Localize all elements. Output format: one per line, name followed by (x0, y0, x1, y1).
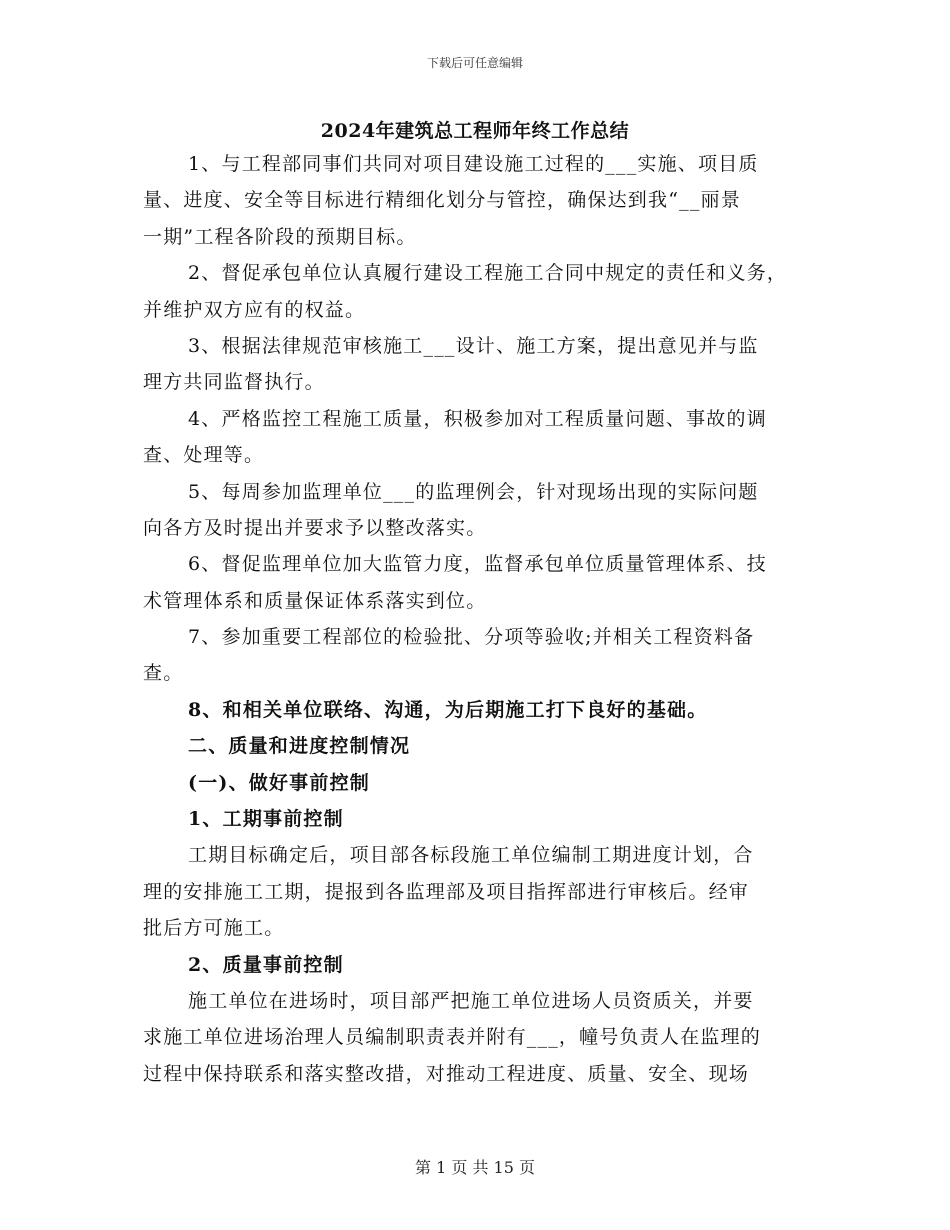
text-line: 1、工期事前控制 (188, 808, 344, 831)
text-line: 向各方及时提出并要求予以整改落实。 (143, 516, 487, 539)
text-line: 术管理体系和质量保证体系落实到位。 (143, 589, 487, 612)
text-line: 1、与工程部同事们共同对项目建设施工过程的___实施、项目质 (188, 153, 759, 175)
text-line: 批后方可施工。 (143, 917, 285, 940)
page-header-note: 下载后可任意编辑 (426, 56, 523, 70)
text-line: 3、根据法律规范审核施工___设计、施工方案，提出意见并与监 (188, 334, 759, 357)
text-line: 4、严格监控工程施工质量，积极参加对工程质量问题、事故的调 (188, 407, 767, 430)
text-line: 理的安排施工工期，提报到各监理部及项目指挥部进行审核后。经审 (143, 880, 750, 903)
text-line: 工期目标确定后，项目部各标段施工单位编制工期进度计划，合 (188, 844, 754, 867)
text-line: 施工单位在进场时，项目部严把施工单位进场人员资质关，并要 (188, 989, 754, 1012)
text-line: 量、进度、安全等目标进行精细化划分与管控，确保达到我“__丽景 (143, 189, 741, 212)
text-line: 查。 (143, 662, 184, 685)
text-line: 6、督促监理单位加大监管力度，监督承包单位质量管理体系、技 (188, 553, 767, 576)
text-line: 2、督促承包单位认真履行建设工程施工合同中规定的责任和义务， (188, 262, 788, 285)
text-line: 并维护双方应有的权益。 (143, 298, 366, 321)
text-line: 查、处理等。 (143, 444, 265, 467)
page-footer: 第 1 页 共 15 页 (415, 1158, 535, 1177)
text-line: 7、参加重要工程部位的检验批、分项等验收;并相关工程资料备 (188, 626, 755, 649)
document-title: 2024年建筑总工程师年终工作总结 (320, 120, 630, 142)
text-line: 2、质量事前控制 (188, 953, 344, 976)
text-line: (一)、做好事前控制 (188, 771, 370, 794)
text-line: 理方共同监督执行。 (143, 371, 325, 394)
text-line: 8、和相关单位联络、沟通，为后期施工打下良好的基础。 (188, 698, 708, 721)
document-body (143, 146, 815, 1092)
text-line: 求施工单位进场治理人员编制职责表并附有___，幢号负责人在监理的 (143, 1026, 761, 1049)
text-line: 5、每周参加监理单位___的监理例会，针对现场出现的实际问题 (188, 480, 759, 503)
text-line: 过程中保持联系和落实整改措，对推动工程进度、质量、安全、现场 (143, 1062, 750, 1085)
text-line: 一期”工程各阶段的预期目标。 (143, 225, 417, 248)
text-line: 二、质量和进度控制情况 (188, 735, 411, 758)
